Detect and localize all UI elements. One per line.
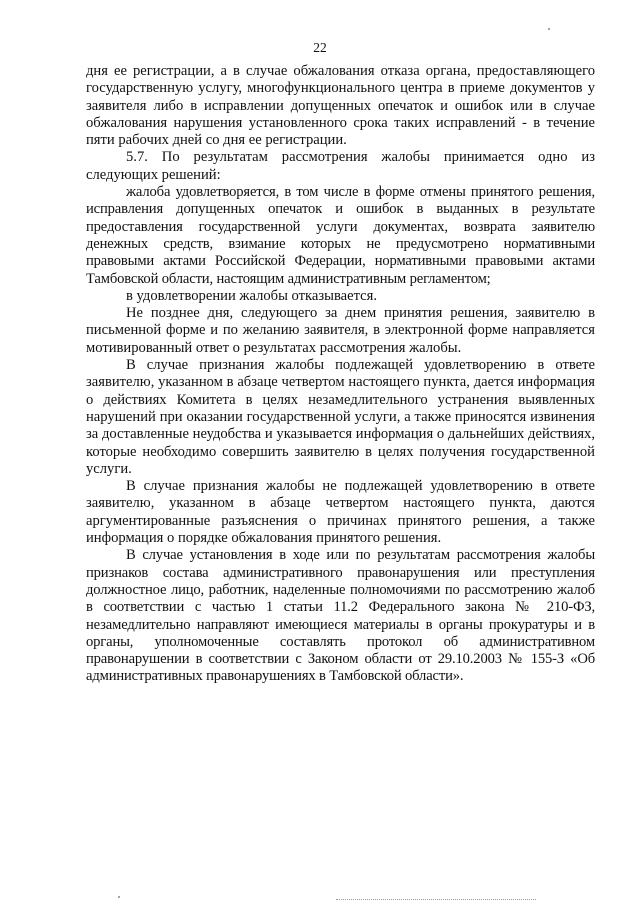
paragraph-5-7-decisions: 5.7. По результатам рассмотрения жалобы принимается одно из следующих решений: <box>86 149 595 183</box>
page-number: 22 <box>313 40 327 55</box>
paragraph-satisfied-response-info: В случае признания жалобы подлежащей удовлетворению в ответе заявителю, указанном в абзаце четвертом настоящего пункта, дается информация о действиях Комитета в целях незамедлительного устранения выявленных нарушений при оказании государственной услуги, а также приносятся извинения за доставленные неудобства и указывается информация о дальнейших действиях, которые необходимо совершить заявителю в целях получения государственной услуги. <box>86 357 595 477</box>
paragraph-offense-referral: В случае установления в ходе или по результатам рассмотрения жалобы признаков состава административного правонарушения или преступления должностное лицо, работник, наделенные полномочиями по рассмотрению жалоб в соответствии с частью 1 статьи 11.2 Федерального закона № 210-ФЗ, незамедлительно направляют имеющиеся материалы в органы прокуратуры и в органы, уполномоченные составлять протокол об административном правонарушении в соответствии с Законом области от 29.10.2003 № 155-З «Об административных правонарушениях в Тамбовской области». <box>86 547 595 685</box>
paragraph-registration-deadline: дня ее регистрации, а в случае обжалования отказа органа, предоставляющего государственную услугу, многофункционального центра в приеме документов у заявителя либо в исправлении допущенных опечаток и ошибок или в случае обжалования нарушения установленного срока таких исправлений - в течение пяти рабочих дней со дня ее регистрации. <box>86 63 595 149</box>
scan-speck <box>548 28 550 30</box>
paragraph-response-deadline: Не позднее дня, следующего за днем принятия решения, заявителю в письменной форме и по желанию заявителя, в электронной форме направляется мотивированный ответ о результатах рассмотрения жалобы. <box>86 305 595 356</box>
paragraph-complaint-rejected: в удовлетворении жалобы отказывается. <box>126 287 378 304</box>
footer-rule <box>336 899 536 900</box>
scan-speck <box>118 896 120 898</box>
document-body <box>86 63 595 686</box>
paragraph-complaint-satisfied: жалоба удовлетворяется, в том числе в форме отмены принятого решения, исправления допущенных опечаток и ошибок в выданных в результате предоставления государственной услуги документах, возврата заявителю денежных средств, взимание которых не предусмотрено нормативными правовыми актами Российской Федерации, нормативными правовыми актами Тамбовской области, настоящим административным регламентом; <box>86 184 595 287</box>
paragraph-unsatisfied-response-info: В случае признания жалобы не подлежащей удовлетворению в ответе заявителю, указанном в абзаце четвертом настоящего пункта, даются аргументированные разъяснения о причинах принятого решения, а также информация о порядке обжалования принятого решения. <box>86 478 595 547</box>
